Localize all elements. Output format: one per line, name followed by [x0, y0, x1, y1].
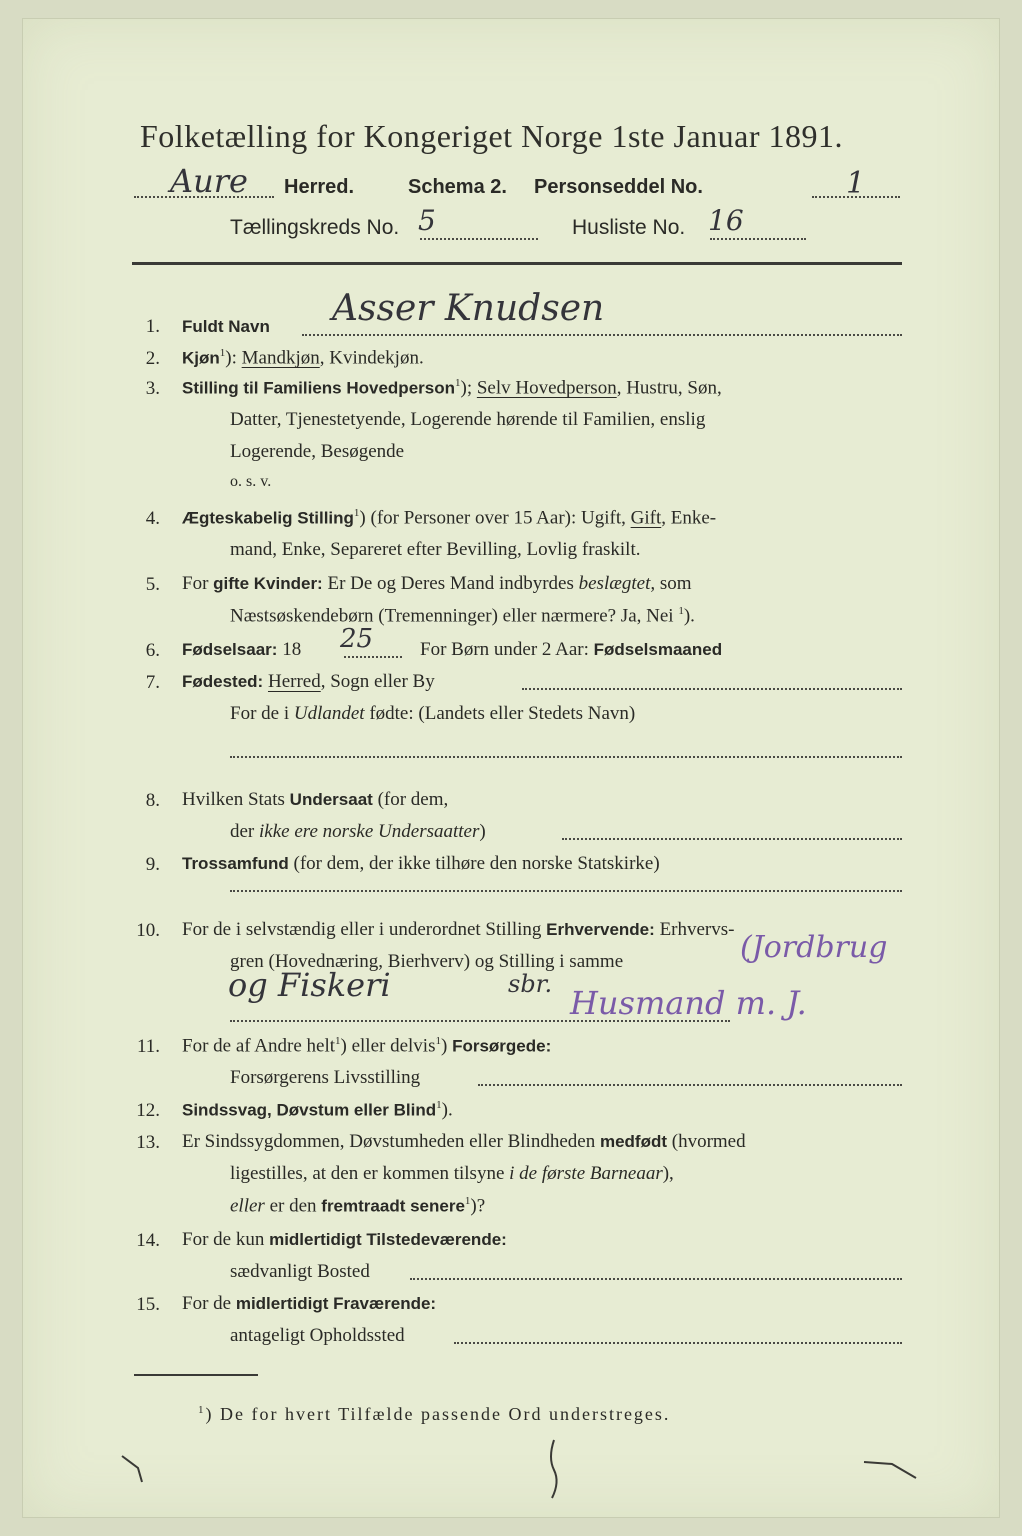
- q1-dotline: [302, 334, 902, 336]
- q8-line2-a: der: [230, 821, 260, 842]
- q8-line1: [182, 790, 448, 809]
- q13-line3-i: eller: [230, 1195, 265, 1217]
- q8-pre: Hvilken Stats: [182, 789, 290, 810]
- q11-dotline: [478, 1084, 902, 1086]
- header-rule: [132, 262, 902, 265]
- q14-pre: For de kun: [182, 1229, 270, 1250]
- q6-label2: Fødselsmaaned: [593, 640, 723, 659]
- q13-sup: 1: [464, 1195, 471, 1207]
- q5-line2-end: ).: [683, 605, 695, 627]
- q5-line2: [230, 606, 695, 625]
- q6-line-b: [420, 640, 722, 659]
- q3-number: 3.: [145, 378, 160, 399]
- q10-pre: For de i selvstændig eller i underordnet Stilling: [182, 919, 547, 940]
- q8-label: Undersaat: [289, 790, 373, 809]
- q15-number: 15.: [136, 1294, 160, 1315]
- q11-mid2: ): [440, 1035, 453, 1057]
- q13-line3-c: )?: [470, 1195, 486, 1217]
- q12-rest: ).: [441, 1099, 453, 1121]
- q12-number: 12.: [136, 1100, 160, 1121]
- q12-line: [182, 1100, 453, 1119]
- q6-number: 6.: [145, 640, 160, 661]
- q2-sup: 1: [219, 347, 226, 359]
- q13-line2: [230, 1164, 674, 1183]
- q2-rest-a: ):: [225, 347, 242, 369]
- q1-number: 1.: [145, 316, 160, 337]
- q4-line1: [182, 508, 716, 527]
- q13-number: 13.: [136, 1132, 160, 1153]
- q11-label: Forsørgede:: [452, 1036, 552, 1056]
- q14-line2: sædvanligt Bosted: [230, 1261, 370, 1282]
- q5-label: gifte Kvinder:: [213, 574, 323, 593]
- q7-dotline1: [522, 688, 902, 690]
- q10-rest: Erhvervs-: [654, 919, 735, 940]
- q7-line2: [230, 704, 635, 723]
- q9-number: 9.: [145, 854, 160, 875]
- herred-label: Herred.: [284, 176, 355, 198]
- q7-dotline2: [230, 756, 902, 758]
- q14-dotline: [410, 1278, 902, 1280]
- q13-line2-a: ligestilles, at den er kommen tilsyne: [230, 1163, 510, 1184]
- herred-value: Aure: [170, 162, 248, 200]
- q7-line1: [182, 672, 435, 691]
- q9-rest: (for dem, der ikke tilhøre den norske Statskirke): [288, 853, 660, 874]
- q13-line3-b: fremtraadt senere: [321, 1196, 465, 1216]
- corner-mark-left: [118, 1448, 158, 1488]
- q3-line4: o. s. v.: [230, 473, 272, 490]
- q4-line2: mand, Enke, Separeret efter Bevilling, Lovlig fraskilt.: [230, 539, 641, 560]
- q12-label: Sindssvag, Døvstum eller Blind: [182, 1100, 437, 1120]
- q7-number: 7.: [145, 672, 160, 693]
- q10-number: 10.: [136, 920, 160, 941]
- kreds-value: 5: [418, 204, 436, 237]
- q9-label: Trossamfund: [182, 854, 289, 873]
- q4-number: 4.: [145, 508, 160, 529]
- q6-rest: For Børn under 2 Aar:: [420, 639, 594, 660]
- q5-number: 5.: [145, 574, 160, 595]
- footnote-sup: 1: [198, 1404, 206, 1416]
- q13-rest: (hvormed: [667, 1131, 746, 1152]
- q13-line3: [230, 1196, 485, 1215]
- q8-number: 8.: [145, 790, 160, 811]
- q10-label: Erhvervende:: [546, 920, 655, 939]
- q15-dotline: [454, 1342, 902, 1344]
- husliste-label: Husliste No.: [572, 216, 686, 239]
- q6-value: 25: [340, 624, 374, 654]
- q15-line1: [182, 1294, 436, 1313]
- q15-label: midlertidigt Fraværende:: [235, 1294, 437, 1313]
- q11-number: 11.: [136, 1036, 160, 1057]
- q1-value: Asser Knudsen: [332, 288, 605, 329]
- q10-line2: gren (Hovednæring, Bierhverv) og Stilling i samme: [230, 951, 624, 972]
- q5-italic: beslægtet,: [578, 573, 656, 594]
- q8-line2: [230, 822, 486, 841]
- q11-sup2: 1: [435, 1035, 441, 1047]
- census-form-page: [22, 18, 1000, 1518]
- q13-line1: [182, 1132, 746, 1151]
- q6-dotline: [344, 656, 402, 658]
- q10-handwritten-sbr: sbr.: [508, 970, 553, 998]
- footnote: [198, 1404, 670, 1425]
- q13-pre: Er Sindssygdommen, Døvstumheden eller Blindheden: [182, 1131, 600, 1152]
- q4-rest-b: , Enke-: [661, 507, 717, 529]
- kreds-label: Tællingskreds No.: [230, 216, 400, 239]
- q8-rest: (for dem,: [372, 789, 449, 810]
- q5-line1: [182, 574, 692, 593]
- schema-label: Schema 2.: [408, 176, 507, 198]
- husliste-value: 16: [708, 204, 744, 237]
- q4-sup: 1: [353, 507, 360, 519]
- q2-label: Kjøn: [182, 348, 220, 368]
- kreds-dotline: [420, 238, 538, 240]
- q7-line2-i: Udlandet: [293, 703, 365, 724]
- q9-line: [182, 854, 660, 873]
- q11-sup: 1: [335, 1035, 341, 1047]
- q2-number: 2.: [145, 348, 160, 369]
- q2-line: [182, 348, 424, 367]
- q15-line2: antageligt Opholdssted: [230, 1325, 405, 1346]
- q10-line1: [182, 920, 734, 939]
- q3-sup: 1: [455, 377, 461, 389]
- corner-mark-right: [862, 1454, 922, 1484]
- q2-mandkjon-underlined: Mandkjøn: [241, 347, 320, 369]
- q7-line2-b: fødte: (Landets eller Stedets Navn): [364, 703, 636, 724]
- q12-sup: 1: [436, 1099, 442, 1111]
- q1-label: Fuldt Navn: [182, 317, 270, 336]
- q3-line1: [182, 378, 722, 397]
- q3-selv-hovedperson-underlined: Selv Hovedperson: [476, 377, 617, 399]
- q2-rest-b: , Kvindekjøn.: [319, 347, 424, 369]
- q13-label: medfødt: [599, 1132, 667, 1151]
- q5-rest-a: Er De og Deres Mand indbyrdes: [322, 573, 579, 594]
- center-mark: [542, 1438, 566, 1502]
- q5-line2-text: Næstsøskendebørn (Tremenninger) eller nærmere? Ja, Nei: [230, 605, 679, 627]
- q14-line1: [182, 1230, 507, 1249]
- q7-label: Fødested:: [182, 672, 264, 691]
- q13-line2-i: i de første Barneaar: [509, 1163, 663, 1184]
- q10-handwritten-husmand: Husmand m. J.: [570, 984, 807, 1022]
- q11-mid: ) eller delvis: [340, 1035, 436, 1057]
- q14-label: midlertidigt Tilstedeværende:: [269, 1230, 507, 1249]
- personseddel-value: 1: [846, 166, 866, 201]
- q7-line2-a: For de i: [230, 703, 294, 724]
- q8-line2-i: ikke ere norske Undersaatter: [259, 821, 480, 842]
- q3-line3: Logerende, Besøgende: [230, 441, 405, 462]
- personseddel-dotline: [812, 196, 900, 198]
- q5-pre: For: [182, 573, 214, 594]
- q8-dotline: [562, 838, 902, 840]
- q13-line2-b: ),: [662, 1163, 674, 1184]
- q7-rest: , Sogn eller By: [320, 671, 435, 692]
- q3-rest-b: , Hustru, Søn,: [616, 377, 722, 399]
- q7-herred-underlined: Herred: [267, 671, 321, 692]
- q4-rest-a: ) (for Personer over 15 Aar): Ugift,: [359, 507, 631, 529]
- q4-gift-underlined: Gift: [630, 507, 662, 529]
- q5-sup: 1: [678, 605, 684, 617]
- personseddel-label: Personseddel No.: [534, 176, 703, 198]
- q6-prefix: 18: [277, 639, 302, 660]
- q9-dotline: [230, 890, 902, 892]
- q11-line2: Forsørgerens Livsstilling: [230, 1067, 421, 1088]
- footnote-text: ) De for hvert Tilfælde passende Ord understreges.: [205, 1404, 671, 1424]
- q10-handwritten-jordbrug: (Jordbrug: [740, 930, 888, 965]
- q3-label: Stilling til Familiens Hovedperson: [182, 378, 455, 398]
- q11-pre: For de af Andre helt: [182, 1035, 336, 1057]
- q6-label: Fødselsaar:: [182, 640, 278, 659]
- q14-number: 14.: [136, 1230, 160, 1251]
- q6-line: [182, 640, 301, 659]
- q11-line1: [182, 1036, 551, 1055]
- footnote-rule: [134, 1374, 258, 1376]
- q10-dotline: [230, 1020, 730, 1022]
- q4-label: Ægteskabelig Stilling: [182, 508, 354, 528]
- q5-rest-b: som: [655, 573, 692, 594]
- q15-pre: For de: [182, 1293, 236, 1314]
- q3-line2: Datter, Tjenestetyende, Logerende hørende til Familien, enslig: [230, 409, 706, 430]
- q13-line3-a: er den: [264, 1195, 322, 1217]
- husliste-dotline: [710, 238, 806, 240]
- q3-rest-a: );: [460, 377, 477, 399]
- form-title: Folketælling for Kongeriget Norge 1ste Januar 1891.: [140, 118, 844, 154]
- q10-handwritten-fiskeri: og Fiskeri: [228, 966, 391, 1004]
- q8-line2-b: ): [479, 821, 486, 842]
